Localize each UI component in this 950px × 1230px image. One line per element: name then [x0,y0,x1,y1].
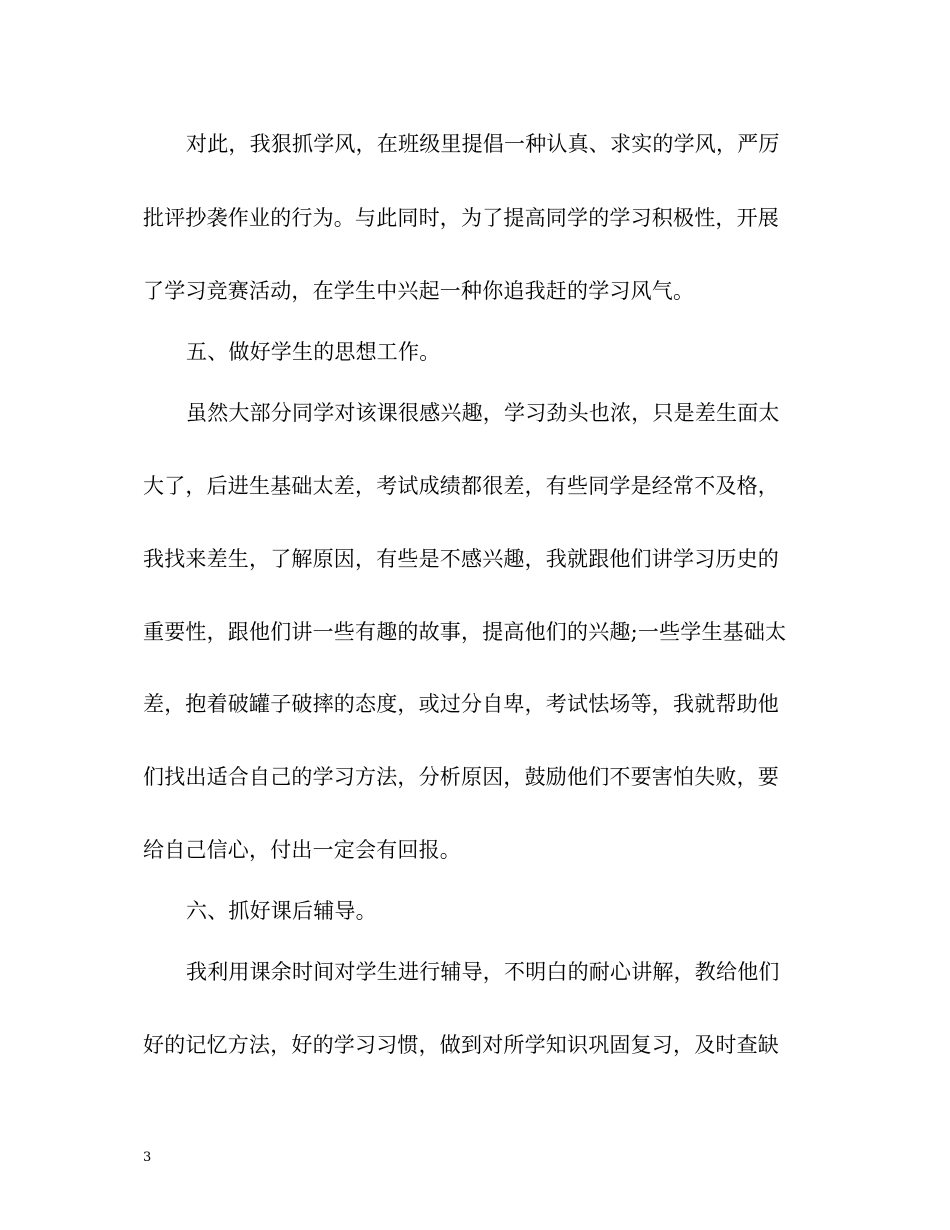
paragraph-line: 重要性，跟他们讲一些有趣的故事，提高他们的兴趣;一些学生基础太 [143,620,787,644]
paragraph-line: 虽然大部分同学对该课很感兴趣，学习劲头也浓，只是差生面太 [186,401,780,425]
paragraph-line: 们找出适合自己的学习方法，分析原因，鼓励他们不要害怕失败，要 [143,765,779,789]
section-heading: 五、做好学生的思想工作。 [186,340,441,364]
page-number: 3 [143,1150,152,1165]
paragraph-line: 大了，后进生基础太差，考试成绩都很差，有些同学是经常不及格， [143,474,779,498]
paragraph-line: 好的记忆方法，好的学习习惯，做到对所学知识巩固复习，及时查缺 [143,1033,779,1057]
paragraph-line: 我找来差生，了解原因，有些是不感兴趣，我就跟他们讲学习历史的 [143,547,779,571]
paragraph-line: 对此，我狠抓学风，在班级里提倡一种认真、求实的学风，严厉 [186,132,780,156]
section-heading: 六、抓好课后辅导。 [186,899,377,923]
paragraph-line: 我利用课余时间对学生进行辅导，不明白的耐心讲解，教给他们 [186,960,780,984]
paragraph-line: 差，抱着破罐子破摔的态度，或过分自卑，考试怯场等，我就帮助他 [143,692,779,716]
paragraph-line: 批评抄袭作业的行为。与此同时，为了提高同学的学习积极性，开展 [143,206,779,230]
paragraph-line: 给自己信心，付出一定会有回报。 [143,838,461,862]
paragraph-line: 了学习竞赛活动，在学生中兴起一种你追我赶的学习风气。 [143,279,695,303]
